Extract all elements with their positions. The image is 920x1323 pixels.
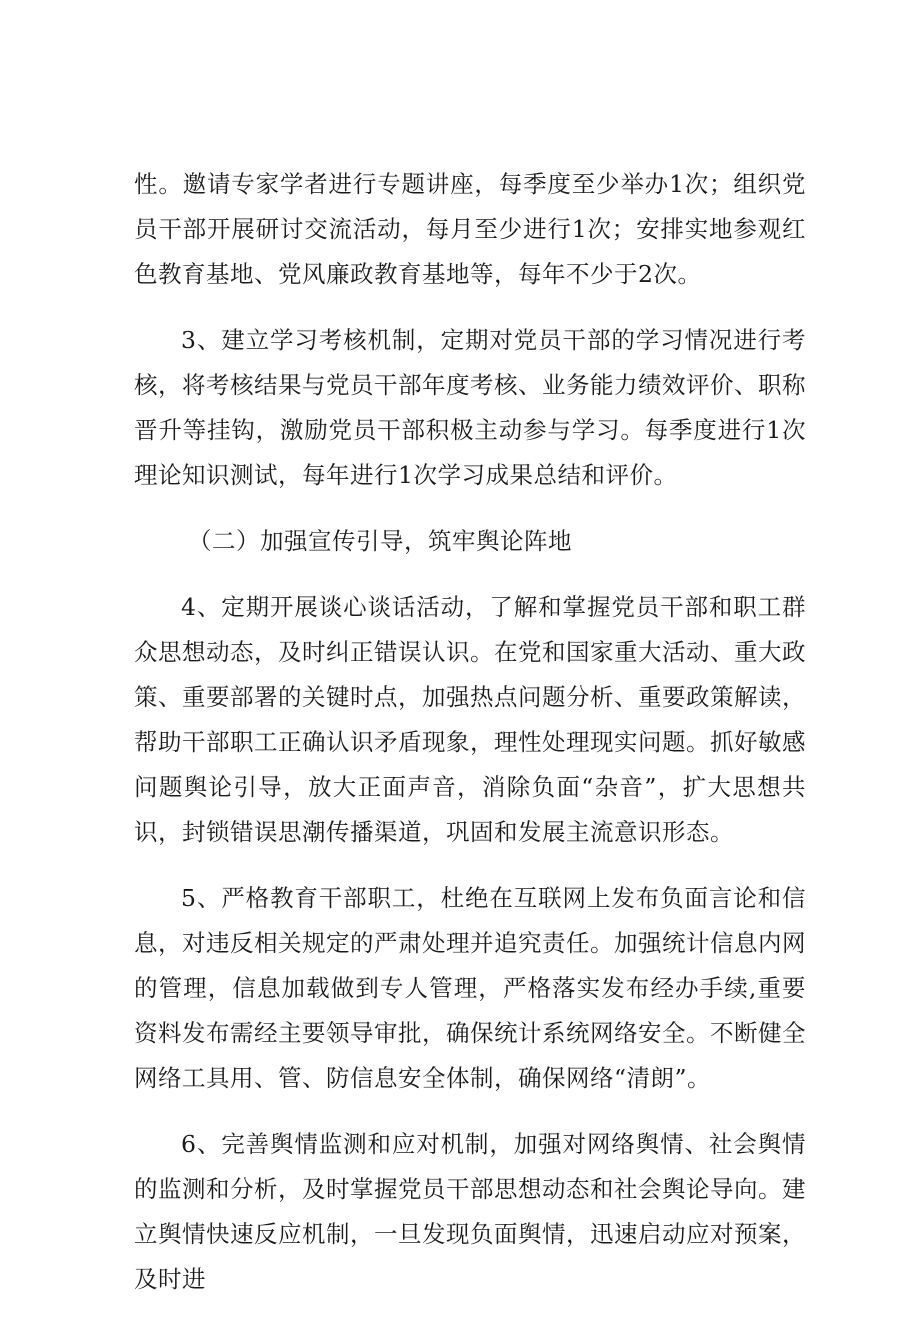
paragraph-item-6: 6、完善舆情监测和应对机制，加强对网络舆情、社会舆情的监测和分析，及时掌握党员干部思想动态和社会舆论导向。建立舆情快速反应机制，一旦发现负面舆情，迅速启动应对预案，及时进 [134,1130,806,1293]
paragraph-item-5: 5、严格教育干部职工，杜绝在互联网上发布负面言论和信息，对违反相关规定的严肃处理并追究责任。加强统计信息内网的管理，信息加载做到专人管理，严格落实发布经办手续,重要资料发布需经主要领导审批，确保统计系统网络安全。不断健全网络工具用、管、防信息安全体制，确保网络“清朗”。 [134,884,806,1092]
paragraph-item-3: 3、建立学习考核机制，定期对党员干部的学习情况进行考核，将考核结果与党员干部年度考核、业务能力绩效评价、职称晋升等挂钩，激励党员干部积极主动参与学习。每季度进行1次理论知识测试，每年进行1次学习成果总结和评价。 [134,326,806,489]
paragraph-item-4: 4、定期开展谈心谈话活动，了解和掌握党员干部和职工群众思想动态，及时纠正错误认识。在党和国家重大活动、重大政策、重要部署的关键时点，加强热点问题分析、重要政策解读，帮助干部职工正确认识矛盾现象，理性处理现实问题。抓好敏感问题舆论引导，放大正面声音，消除负面“杂音”，扩大思想共识，封锁错误思潮传播渠道，巩固和发展主流意识形态。 [134,593,806,846]
section-heading-2: （二）加强宣传引导，筑牢舆论阵地 [188,527,572,555]
document-body [134,162,806,1323]
paragraph-continuation: 性。邀请专家学者进行专题讲座，每季度至少举办1次；组织党员干部开展研讨交流活动，每月至少进行1次；安排实地参观红色教育基地、党风廉政教育基地等，每年不少于2次。 [134,170,806,288]
